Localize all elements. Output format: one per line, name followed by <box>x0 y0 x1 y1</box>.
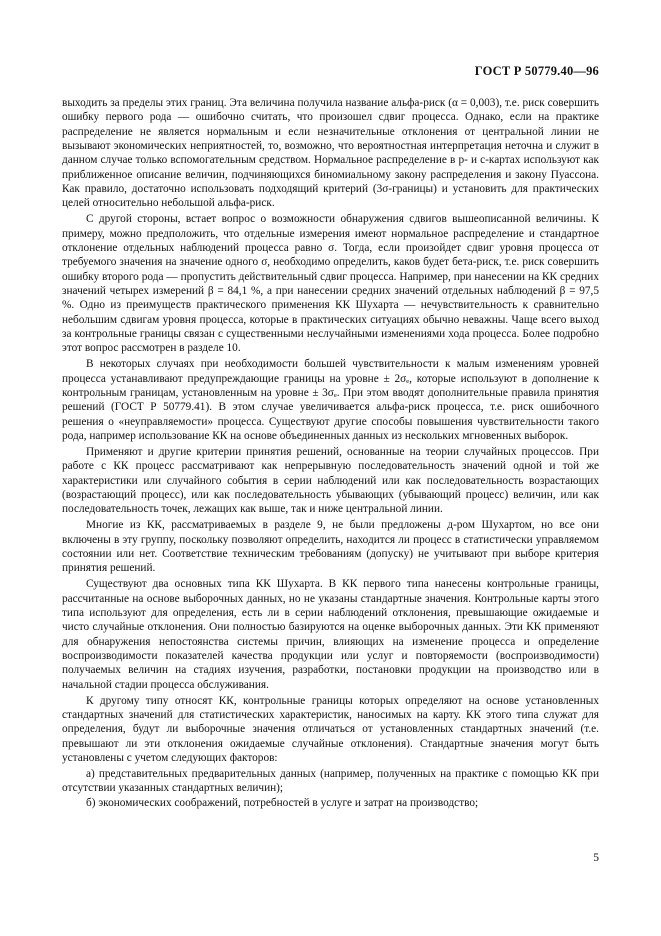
document-code-header: ГОСТ Р 50779.40—96 <box>474 64 599 78</box>
paragraph: выходить за пределы этих границ. Эта величина получила название альфа-риск (α = 0,003), т.е. риск совершить ошибку первого рода — ошибочно считать, что произошел сдвиг процесса. Однако, если на практике распределение не является нормальным и если незначительные отклонения от центральной линии не вызывают экономических неприятностей, то, возможно, что вероятностная интерпретация неточна и служит в данном случае только вспомогательным средством. Нормальное распределение в p- и c-картах используют как приближенное описание величин, подчиняющихся биномиальному закону распределения и закону Пуассона. Как правило, достаточно использовать подходящий критерий (3σ-границы) и установить для практических целей относительно небольшой альфа-риск. <box>62 97 599 210</box>
list-item: б) экономических соображений, потребностей в услуге и затрат на производство; <box>86 796 479 809</box>
paragraph: Применяют и другие критерии принятия решений, основанные на теории случайных процессов. При работе с КК процесс рассматривают как непрерывную последовательность значений одной и той же характеристики или случайного события в серии наблюдений или как последовательность возрастающих (возрастающий процесс), или как последовательность убывающих (убывающий процесс) величин, или как последовательность точек, лежащих как выше, так и ниже центральной линии. <box>62 446 599 516</box>
paragraph: Многие из КК, рассматриваемых в разделе 9, не были предложены д-ром Шухартом, но все они включены в эту группу, поскольку позволяют определить, находится ли процесс в статистически управляемом состоянии или нет. Соответствие техническим требованиям (допуску) не учитывают при выборе критерия принятия решений. <box>62 519 599 575</box>
body-text <box>62 96 599 810</box>
paragraph: Существуют два основных типа КК Шухарта. В КК первого типа нанесены контрольные границы, рассчитанные на основе выборочных данных, но не указаны стандартные значения. Контрольные карты этого типа используют для определения, есть ли в серии наблюдений отклонения, превышающие ожидаемые и чисто случайные отклонения. Они полностью базируются на оценке выборочных данных. Эти КК применяют для обнаружения непостоянства системы причин, влияющих на изменение процесса и определение воспроизводимости показателей качества продукции или услуг и повторяемости (воспроизводимости) получаемых величин на стадиях изучения, разработки, постановки продукции на производство или в начальной стадии процесса обслуживания. <box>62 578 599 691</box>
paragraph: В некоторых случаях при необходимости большей чувствительности к малым изменениям уровней процесса устанавливают предупреждающие границы на уровне ± 2σₑ, которые используют в дополнение к контрольным границам, установленным на уровне ± 3σₑ. При этом вводят дополнительные правила принятия решений (ГОСТ Р 50779.41). В этом случае увеличивается альфа-риск процесса, т.е. риск ошибочного решения о «неуправляемости» процесса. Существуют другие способы повышения чувствительности такого рода, например использование КК на основе объединенных данных из нескольких мгновенных выборок. <box>62 358 599 443</box>
paragraph: К другому типу относят КК, контрольные границы которых определяют на основе установленных стандартных значений для статистических характеристик, наносимых на карту. КК этого типа служат для определения, будут ли выборочные значения отличаться от установленных стандартных значений (т.е. превышают ли эти отклонения ожидаемые случайные отклонения). Стандартные значения могут быть установлены с учетом следующих факторов: <box>62 694 599 765</box>
list-item: а) представительных предварительных данных (например, полученных на практике с помощью КК при отсутствии указанных стандартных величин); <box>62 767 599 795</box>
paragraph: С другой стороны, встает вопрос о возможности обнаружения сдвигов вышеописанной величины. К примеру, можно предположить, что отдельные измерения имеют нормальное распределение и стандартное отклонение отдельных наблюдений процесса равно σ. Тогда, если произойдет сдвиг уровня процесса от требуемого значения на значение одного σ, необходимо определить, каков будет бета-риск, т.е. риск совершить ошибку второго рода — пропустить действительный сдвиг процесса. Например, при нанесении на КК средних значений четырех измерений β = 84,1 %, а при нанесении средних значений отдельных наблюдений β = 97,5 %. Одно из преимуществ практического применения КК Шухарта — нечувствительность к сравнительно небольшим сдвигам уровня процесса, которые в практических ситуациях обычно неважны. Чаще всего выход за контрольные границы связан с существенными неслучайными изменениями хода процесса. Более подробно этот вопрос рассмотрен в разделе 10. <box>62 213 599 355</box>
page-number: 5 <box>593 852 599 864</box>
